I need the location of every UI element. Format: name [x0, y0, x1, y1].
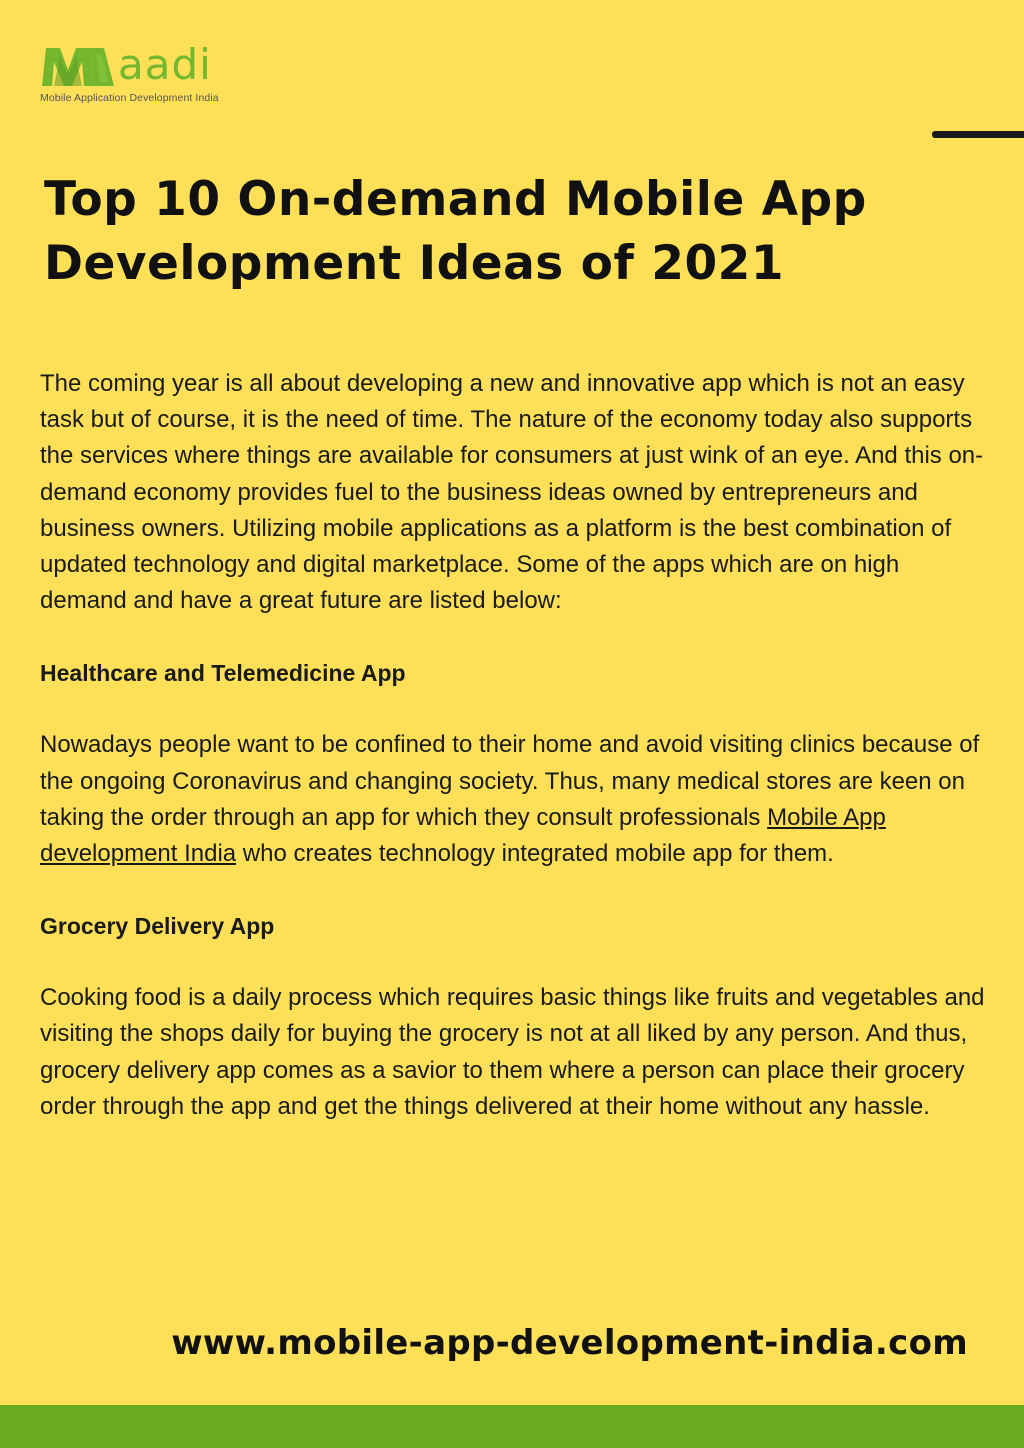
decorative-divider — [932, 131, 1024, 138]
spacer — [40, 691, 990, 727]
spacer — [40, 872, 990, 908]
intro-paragraph: The coming year is all about developing a new and innovative app which is not an easy task but of course, it is the need of time. The nature of the economy today also supports the services where things are available for consumers at just wink of an eye. And this on-demand economy provides fuel to the business ideas owned by entrepreneurs and business owners. Utilizing mobile applications as a platform is the best combination of updated technology and digital marketplace. Some of the apps which are on high demand and have a great future are listed below: — [40, 370, 984, 615]
paragraph-text: who creates technology integrated mobile app for them. — [236, 840, 834, 868]
footer-bar — [0, 1405, 1024, 1448]
logo-tagline: Mobile Application Development India — [40, 92, 219, 104]
website-url[interactable]: www.mobile-app-development-india.com — [171, 1323, 968, 1363]
paragraph-text: Nowadays people want to be confined to their home and avoid visiting clinics because of the ongoing Coronavirus and changing society. Thus, many medical stores are keen on taking the order through an app for which they consult professionals — [40, 731, 980, 831]
maadi-m-logo-icon — [40, 42, 116, 88]
article-body — [40, 366, 990, 1125]
spacer — [40, 619, 990, 655]
page-title: Top 10 On-demand Mobile App Development Ideas of 2021 — [44, 172, 867, 291]
spacer — [40, 944, 990, 980]
logo-wordmark: aadi — [118, 40, 212, 89]
mobile-app-development-india-link[interactable]: Mobile App development India — [40, 803, 886, 868]
section-heading-healthcare: Healthcare and Telemedicine App — [40, 660, 406, 687]
brand-logo[interactable] — [40, 40, 240, 106]
section-heading-grocery: Grocery Delivery App — [40, 913, 275, 940]
section-paragraph-grocery: Cooking food is a daily process which requires basic things like fruits and vegetables and visiting the shops daily for buying the grocery is not at all liked by any person. And thus, grocery delivery app comes as a savior to them where a person can place their grocery order through the app and get the things delivered at their home without any hassle. — [40, 984, 985, 1120]
section-paragraph-healthcare — [40, 727, 990, 872]
